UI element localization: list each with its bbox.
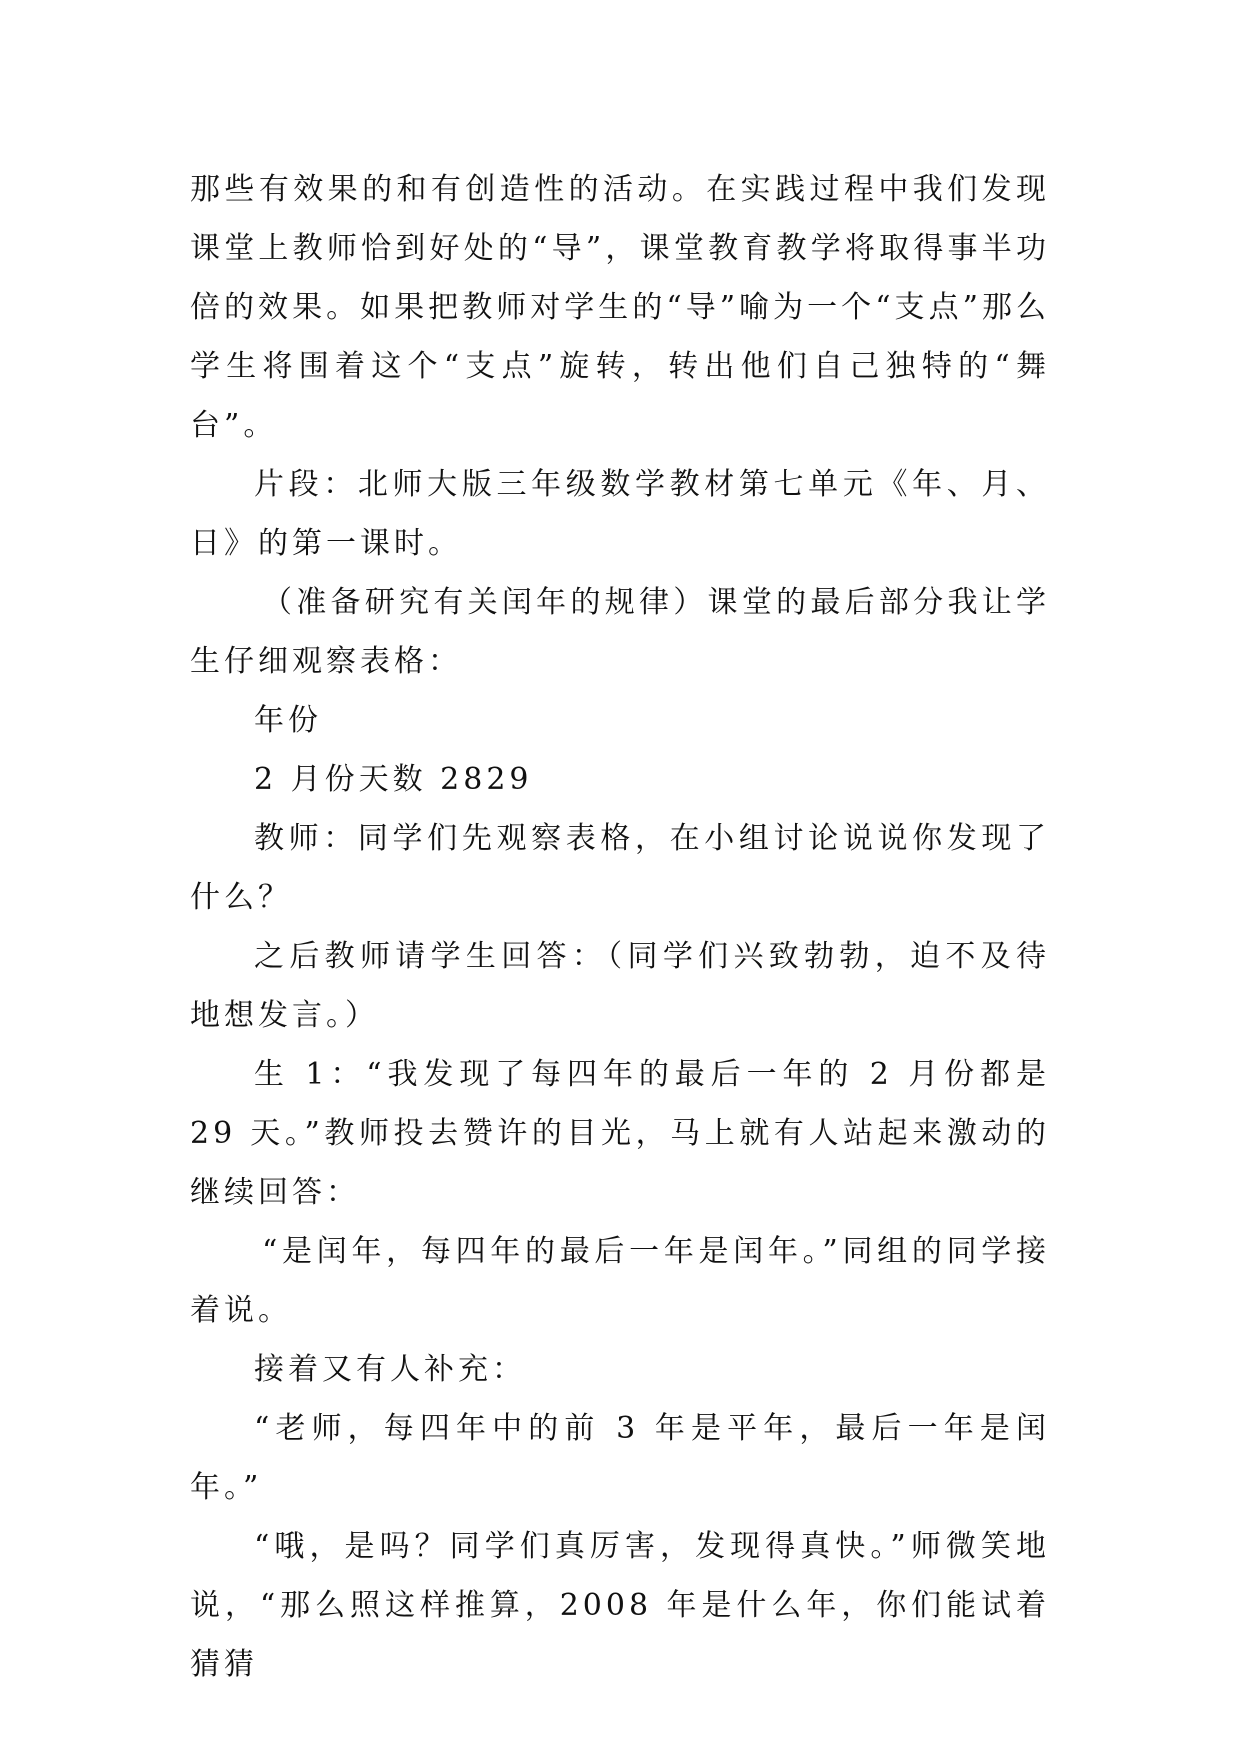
paragraph-students-answer: 之后教师请学生回答：（同学们兴致勃勃，迫不及待地想发言。） xyxy=(190,939,1050,1033)
paragraph-supplement: 接着又有人补充： xyxy=(254,1352,526,1387)
paragraph-continuation: 那些有效果的和有创造性的活动。在实践过程中我们发现课堂上教师恰到好处的“导”，课堂教育教学将取得事半功倍的效果。如果把教师对学生的“导”喻为一个“支点”那么学生将围着这个“支点”旋转，转出他们自己独特的“舞台”。 xyxy=(190,172,1050,443)
document-body xyxy=(190,160,1050,1694)
paragraph-leap-year: “是闰年，每四年的最后一年是闰年。”同组的同学接着说。 xyxy=(190,1234,1050,1328)
paragraph-days-row: 2 月份天数 2829 xyxy=(254,762,533,797)
paragraph-teacher-question: 教师：同学们先观察表格，在小组讨论说说你发现了什么？ xyxy=(190,821,1050,915)
paragraph-table-prompt: （准备研究有关闰年的规律）课堂的最后部分我让学生仔细观察表格： xyxy=(190,585,1050,679)
paragraph-year-label: 年份 xyxy=(254,703,322,738)
paragraph-common-years: “老师，每四年中的前 3 年是平年，最后一年是闰年。” xyxy=(190,1411,1050,1505)
paragraph-excerpt-intro: 片段：北师大版三年级数学教材第七单元《年、月、日》的第一课时。 xyxy=(190,467,1050,561)
paragraph-teacher-smile: “哦，是吗？同学们真厉害，发现得真快。”师微笑地说，“那么照这样推算，2008 年是什么年，你们能试着猜猜 xyxy=(190,1529,1050,1682)
paragraph-student-one: 生 1：“我发现了每四年的最后一年的 2 月份都是 29 天。”教师投去赞许的目光，马上就有人站起来激动的继续回答： xyxy=(190,1057,1050,1210)
